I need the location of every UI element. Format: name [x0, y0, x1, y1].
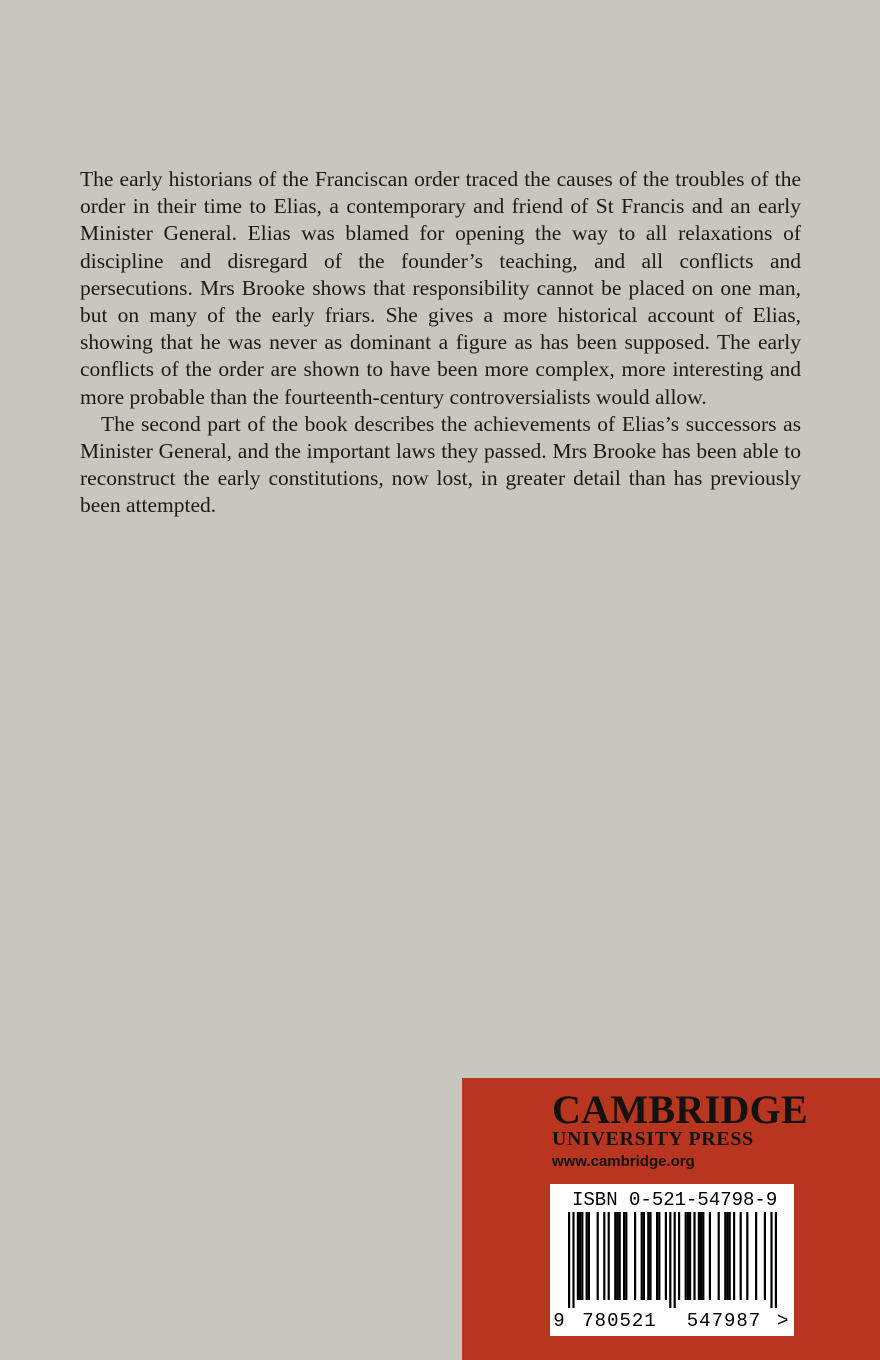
- barcode-bar: [674, 1212, 676, 1308]
- barcode-bar: [669, 1212, 671, 1308]
- barcode-first-digit: 9: [553, 1310, 565, 1332]
- barcode-bar: [581, 1212, 583, 1300]
- barcode-bar: [687, 1212, 689, 1300]
- barcode-bar: [647, 1212, 649, 1300]
- barcode-bar: [665, 1212, 667, 1300]
- barcode-bar: [614, 1212, 616, 1300]
- barcode-icon: [568, 1212, 777, 1308]
- barcode-bar: [755, 1212, 757, 1300]
- barcode-bar: [616, 1212, 618, 1300]
- barcode-bar: [689, 1212, 691, 1300]
- barcode-tail-marker: >: [777, 1310, 789, 1332]
- barcode-bar: [729, 1212, 731, 1300]
- barcode-bar: [625, 1212, 627, 1300]
- publisher-panel: [462, 1078, 880, 1360]
- barcode-bar: [693, 1212, 695, 1300]
- barcode-bar: [656, 1212, 658, 1300]
- barcode-bar: [775, 1212, 777, 1308]
- barcode-box: [550, 1184, 794, 1336]
- barcode-left-group: 780521: [582, 1310, 657, 1332]
- barcode-bar: [709, 1212, 711, 1300]
- barcode-bar: [702, 1212, 704, 1300]
- publisher-name: CAMBRIDGE: [552, 1087, 809, 1132]
- barcode-bar: [658, 1212, 660, 1300]
- barcode-bar: [700, 1212, 702, 1300]
- barcode-digits: [550, 1310, 794, 1332]
- barcode-bar: [740, 1212, 742, 1300]
- barcode-bar: [726, 1212, 728, 1300]
- barcode-right-group: 547987: [686, 1310, 762, 1332]
- barcode-bar: [572, 1212, 574, 1308]
- barcode-bar: [678, 1212, 680, 1300]
- barcode-bar: [623, 1212, 625, 1300]
- barcode-bar: [608, 1212, 610, 1300]
- barcode-bar: [764, 1212, 766, 1300]
- barcode-bar: [685, 1212, 687, 1300]
- barcode-bar: [643, 1212, 645, 1300]
- barcode-bar: [770, 1212, 772, 1308]
- barcode-bar: [603, 1212, 605, 1300]
- barcode-bar: [586, 1212, 588, 1300]
- barcode-bar: [746, 1212, 748, 1300]
- barcode-bar: [698, 1212, 700, 1300]
- blurb-paragraph-2: The second part of the book describes the achievements of Elias’s successors as Minister General, and the important laws they passed. Mrs Brooke has been able to reconstruct the early constitutions, now lost, in greater detail than has previously been attempted.: [80, 411, 801, 518]
- barcode-bar: [649, 1212, 651, 1300]
- blurb-text: [80, 166, 801, 520]
- barcode-bar: [733, 1212, 735, 1300]
- barcode-bar: [619, 1212, 621, 1300]
- barcode-bar: [577, 1212, 579, 1300]
- barcode-bar: [568, 1212, 570, 1308]
- barcode-bar: [724, 1212, 726, 1300]
- barcode-bar: [597, 1212, 599, 1300]
- publisher-subtitle: UNIVERSITY PRESS: [552, 1128, 754, 1150]
- barcode-bar: [641, 1212, 643, 1300]
- publisher-url: www.cambridge.org: [552, 1153, 695, 1170]
- isbn-label: ISBN 0-521-54798-9: [572, 1189, 778, 1211]
- barcode-bar: [588, 1212, 590, 1300]
- barcode-bar: [634, 1212, 636, 1300]
- blurb-paragraph-1: The early historians of the Franciscan order traced the causes of the troubles of the order in their time to Elias, a contemporary and friend of St Francis and an early Minister General. Elias was blamed for opening the way to all relaxations of discipline and disregard of the founder’s teaching, and all conflicts and persecutions. Mrs Brooke shows that responsibility cannot be placed on one man, but on many of the early friars. She gives a more historical account of Elias, showing that he was never as dominant a figure as has been supposed. The early conflicts of the order are shown to have been more complex, more interesting and more probable than the fourteenth-century controversialists would allow.: [80, 167, 801, 409]
- barcode-bar: [579, 1212, 581, 1300]
- barcode-bar: [718, 1212, 720, 1300]
